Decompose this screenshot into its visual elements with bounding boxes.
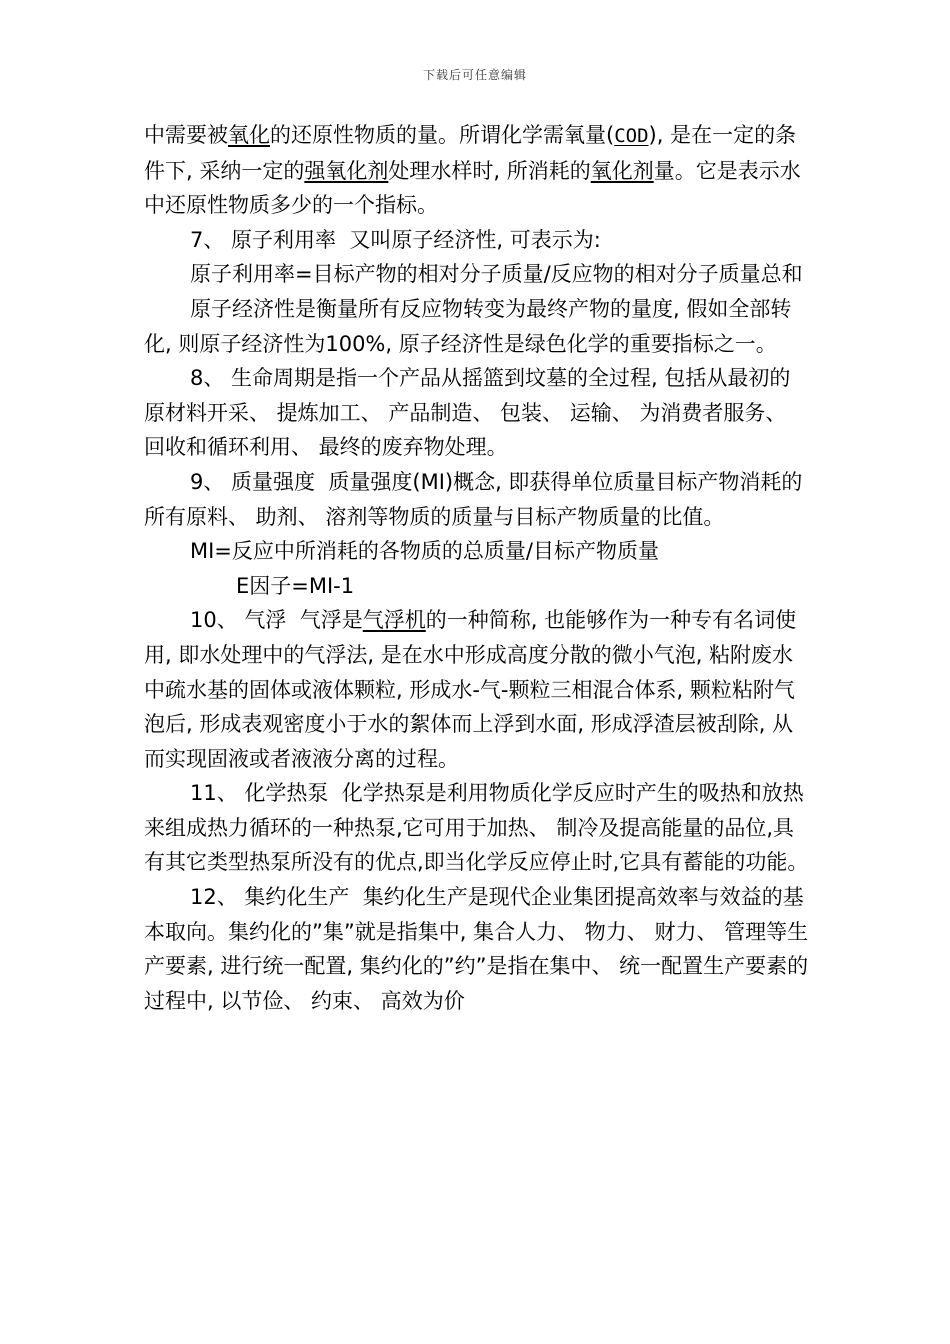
page-header: 下载后可任意编辑 <box>422 68 527 82</box>
text-run: ), 是在一定的条件下, 采纳一定的 <box>144 123 797 183</box>
text-run: 10、 气浮 气浮是 <box>190 608 363 633</box>
document-body <box>144 118 809 1018</box>
paragraph-e-factor: E因子=MI-1 <box>236 573 355 598</box>
text-run: 量。它是表示水中还原性物质多少的一个指标。 <box>144 158 801 218</box>
paragraph-atom-utilization-formula: 原子利用率=目标产物的相对分子质量/反应物的相对分子质量总和 <box>190 262 803 287</box>
paragraph-air-flotation <box>144 603 809 776</box>
text-run: 的还原性物质的量。所谓化学需氧量( <box>270 123 615 147</box>
paragraph-atom-economy: 原子经济性是衡量所有反应物转变为最终产物的量度, 假如全部转化, 则原子经济性为100%, 原子经济性是绿色化学的重要指标之一。 <box>144 296 792 356</box>
text-run: 中需要被 <box>144 123 228 147</box>
link-air-flotation-machine[interactable]: 气浮机 <box>362 608 426 633</box>
paragraph-mi-formula: MI=反应中所消耗的各物质的总质量/目标产物质量 <box>190 539 659 564</box>
link-oxidation[interactable]: 氧化 <box>228 123 270 147</box>
paragraph-chemical-heat-pump: 11、 化学热泵 化学热泵是利用物质化学反应时产生的吸热和放热来组成热力循环的一种热泵,它可用于加热、 制冷及提高能量的品位,具有其它类型热泵所没有的优点,即当化学反应停止时,它具有蓄能的功能。 <box>144 781 809 875</box>
paragraph-mass-intensity: 9、 质量强度 质量强度(MI)概念, 即获得单位质量目标产物消耗的所有原料、 助剂、 溶剂等物质的质量与目标产物质量的比值。 <box>144 469 803 529</box>
paragraph-cod-definition <box>144 118 809 223</box>
link-strong-oxidant[interactable]: 强氧化剂 <box>304 158 389 183</box>
paragraph-life-cycle: 8、 生命周期是指一个产品从摇篮到坟墓的全过程, 包括从最初的原材料开采、 提炼加工、 产品制造、 包装、 运输、 为消费者服务、 回收和循环利用、 最终的废弃物处理。 <box>144 366 794 460</box>
paragraph-atom-utilization-title: 7、 原子利用率 又叫原子经济性, 可表示为: <box>190 227 601 252</box>
text-run: 处理水样时, 所消耗的 <box>388 158 591 183</box>
text-run: 的一种简称, 也能够作为一种专有名词使用, 即水处理中的气浮法, 是在水中形成高度分散的微小气泡, 粘附废水中疏水基的固体或液体颗粒, 形成水-气-颗粒三相混合体系, 颗粒粘附气泡后, 形成表观密度小于水的絮体而上浮到水面, 形成浮渣层被刮除, 从而实现固液或者液液分离的过程。 <box>144 608 797 771</box>
link-oxidant[interactable]: 氧化剂 <box>590 158 654 183</box>
link-cod[interactable]: COD <box>614 125 649 147</box>
paragraph-intensive-production: 12、 集约化生产 集约化生产是现代企业集团提高效率与效益的基本取向。集约化的”集”就是指集中, 集合人力、 物力、 财力、 管理等生产要素, 进行统一配置, 集约化的”约”是指在集中、 统一配置生产要素的过程中, 以节俭、 约束、 高效为价 <box>144 885 809 1013</box>
